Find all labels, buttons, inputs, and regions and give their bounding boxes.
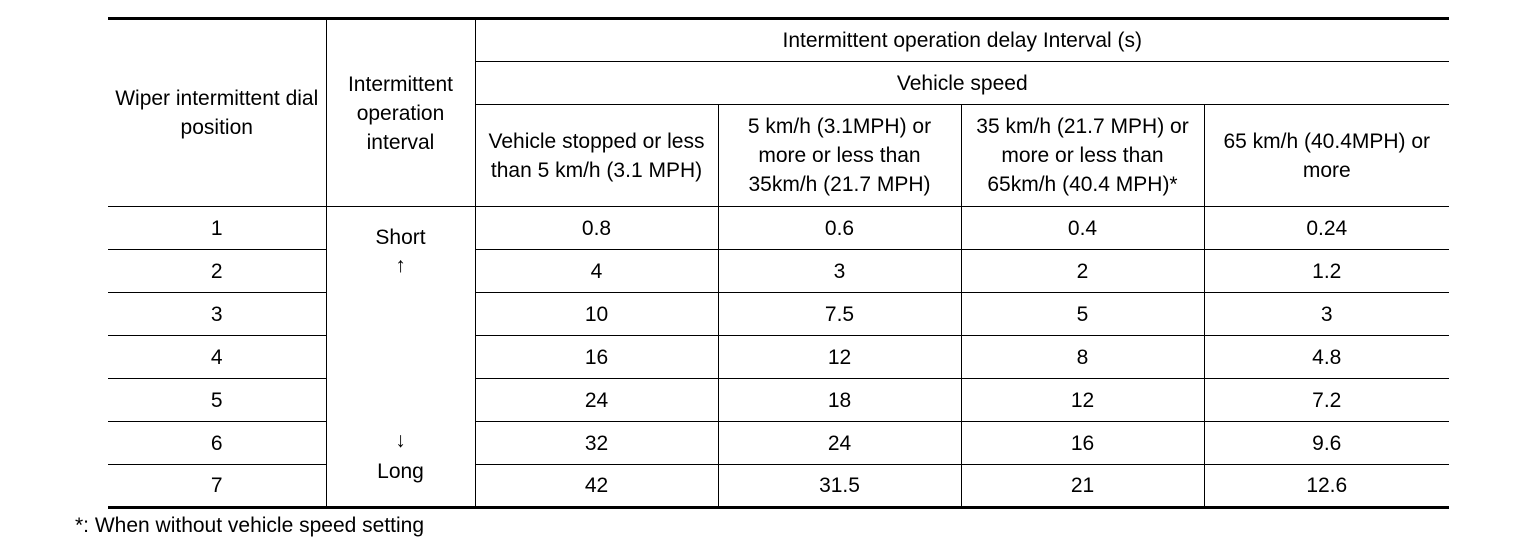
footnote: *: When without vehicle speed setting <box>75 514 425 537</box>
header-dial-position: Wiper intermittent dial position <box>108 19 326 207</box>
dial-position-cell: 3 <box>108 293 326 336</box>
table-row <box>108 207 1449 250</box>
table-row <box>108 293 1449 336</box>
value-cell: 0.6 <box>718 207 961 250</box>
value-cell: 16 <box>961 422 1204 465</box>
value-cell: 3 <box>718 250 961 293</box>
value-cell: 0.24 <box>1204 207 1449 250</box>
value-cell: 2 <box>961 250 1204 293</box>
value-cell: 24 <box>718 422 961 465</box>
value-cell: 24 <box>475 379 718 422</box>
wiper-interval-table <box>108 17 1449 509</box>
table-row <box>108 336 1449 379</box>
value-cell: 31.5 <box>718 465 961 508</box>
header-speed-col-4: 65 km/h (40.4MPH) or more <box>1204 105 1449 207</box>
value-cell: 18 <box>718 379 961 422</box>
value-cell: 8 <box>961 336 1204 379</box>
value-cell: 9.6 <box>1204 422 1449 465</box>
header-vehicle-speed: Vehicle speed <box>475 62 1449 105</box>
value-cell: 7.5 <box>718 293 961 336</box>
dial-position-cell: 6 <box>108 422 326 465</box>
value-cell: 42 <box>475 465 718 508</box>
dial-position-cell: 4 <box>108 336 326 379</box>
header-speed-col-3: 35 km/h (21.7 MPH) or more or less than 65km/h (40.4 MPH)* <box>961 105 1204 207</box>
header-speed-col-2: 5 km/h (3.1MPH) or more or less than 35km/h (21.7 MPH) <box>718 105 961 207</box>
header-interval: Intermittent operation interval <box>326 19 475 207</box>
value-cell: 3 <box>1204 293 1449 336</box>
value-cell: 4.8 <box>1204 336 1449 379</box>
value-cell: 12 <box>718 336 961 379</box>
dial-position-cell: 5 <box>108 379 326 422</box>
value-cell: 7.2 <box>1204 379 1449 422</box>
value-cell: 1.2 <box>1204 250 1449 293</box>
interval-long-label: Long <box>377 460 424 483</box>
dial-position-cell: 1 <box>108 207 326 250</box>
value-cell: 10 <box>475 293 718 336</box>
interval-short-label: Short <box>375 226 426 249</box>
dial-position-cell: 7 <box>108 465 326 508</box>
value-cell: 16 <box>475 336 718 379</box>
table-row <box>108 250 1449 293</box>
header-delay-interval: Intermittent operation delay Interval (s) <box>475 19 1449 62</box>
arrow-down-icon: ↓ <box>395 429 406 452</box>
table-row <box>108 422 1449 465</box>
dial-position-cell: 2 <box>108 250 326 293</box>
table-row <box>108 465 1449 508</box>
arrow-up-icon: ↑ <box>395 254 406 277</box>
value-cell: 4 <box>475 250 718 293</box>
header-speed-col-1: Vehicle stopped or less than 5 km/h (3.1 MPH) <box>475 105 718 207</box>
value-cell: 21 <box>961 465 1204 508</box>
value-cell: 0.4 <box>961 207 1204 250</box>
table-row <box>108 379 1449 422</box>
value-cell: 12 <box>961 379 1204 422</box>
interval-direction-cell <box>326 207 475 508</box>
value-cell: 0.8 <box>475 207 718 250</box>
value-cell: 5 <box>961 293 1204 336</box>
value-cell: 32 <box>475 422 718 465</box>
value-cell: 12.6 <box>1204 465 1449 508</box>
